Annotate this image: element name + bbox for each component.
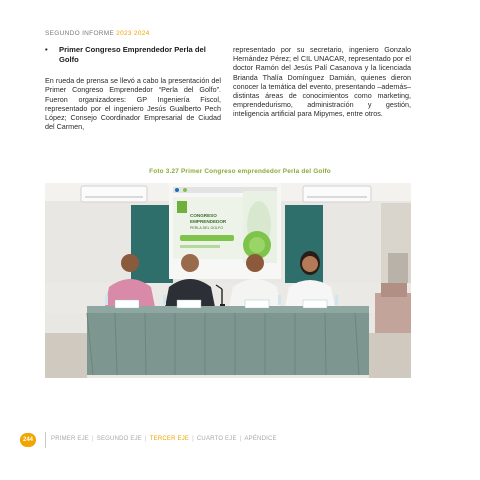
screen-text-3: PERLA DEL GOLFO: [190, 226, 224, 230]
section-nav: [49, 436, 279, 442]
header-year: 2023 2024: [116, 30, 150, 37]
page-number: 244: [20, 433, 36, 447]
nav-apendice[interactable]: APÉNDICE: [244, 436, 277, 442]
screen-text-2: EMPRENDEDOR: [190, 219, 227, 224]
right-column: [233, 45, 411, 119]
body-paragraph-right: representado por su secretario, ingeniero Gonzalo Hernández Pérez; el CIL UNACAR, representado por el doctor Ramón del Jesús Palí Casanova y la licenciada Brianda Thalía Domínguez Damián, quienes dieron conocer la temática del evento, presentando –además– distintas áreas de conocimientos como marketing, emprendedurismo, administración y gestión, inteligencia artificial para Mipymes, entre otros.: [233, 45, 411, 119]
footer-divider: [45, 432, 46, 448]
air-conditioner-left: [81, 186, 147, 202]
left-column: [45, 45, 221, 131]
wall-panel-left: [131, 205, 173, 283]
page-footer: [0, 430, 480, 450]
tablecloth: [87, 313, 369, 375]
air-conditioner-right: [303, 186, 371, 202]
screen-text-1: CONGRESO: [190, 213, 217, 218]
nav-separator: |: [239, 436, 242, 442]
nav-separator: |: [145, 436, 147, 442]
nav-tercer-eje[interactable]: TERCER EJE: [149, 436, 190, 442]
section-heading: [45, 45, 221, 64]
nav-primer-eje[interactable]: PRIMER EJE: [51, 436, 90, 442]
body-paragraph-left: En rueda de prensa se llevó a cabo la presentación del Primer Congreso Emprendedor “Perla del Golfo”. Fueron organizadores: GP Ingeniería Fiscol, representado por el ingeniero Jesús Gualberto Pech López; Consejo Coordinador Empresarial de Ciudad del Carmen,: [45, 76, 221, 132]
section-heading-text: Primer Congreso Emprendedor Perla del Golfo: [59, 45, 206, 64]
nav-separator: |: [92, 436, 94, 442]
photo-caption: Foto 3.27 Primer Congreso emprendedor Perla del Golfo: [149, 168, 331, 175]
event-photo: [45, 183, 411, 378]
nav-segundo-eje[interactable]: SEGUNDO EJE: [96, 436, 142, 442]
header-title: SEGUNDO INFORME: [45, 30, 115, 37]
bullet-marker: •: [45, 45, 48, 54]
nav-cuarto-eje[interactable]: CUARTO EJE: [196, 436, 237, 442]
running-header: [45, 30, 150, 37]
nav-separator: |: [192, 436, 194, 442]
